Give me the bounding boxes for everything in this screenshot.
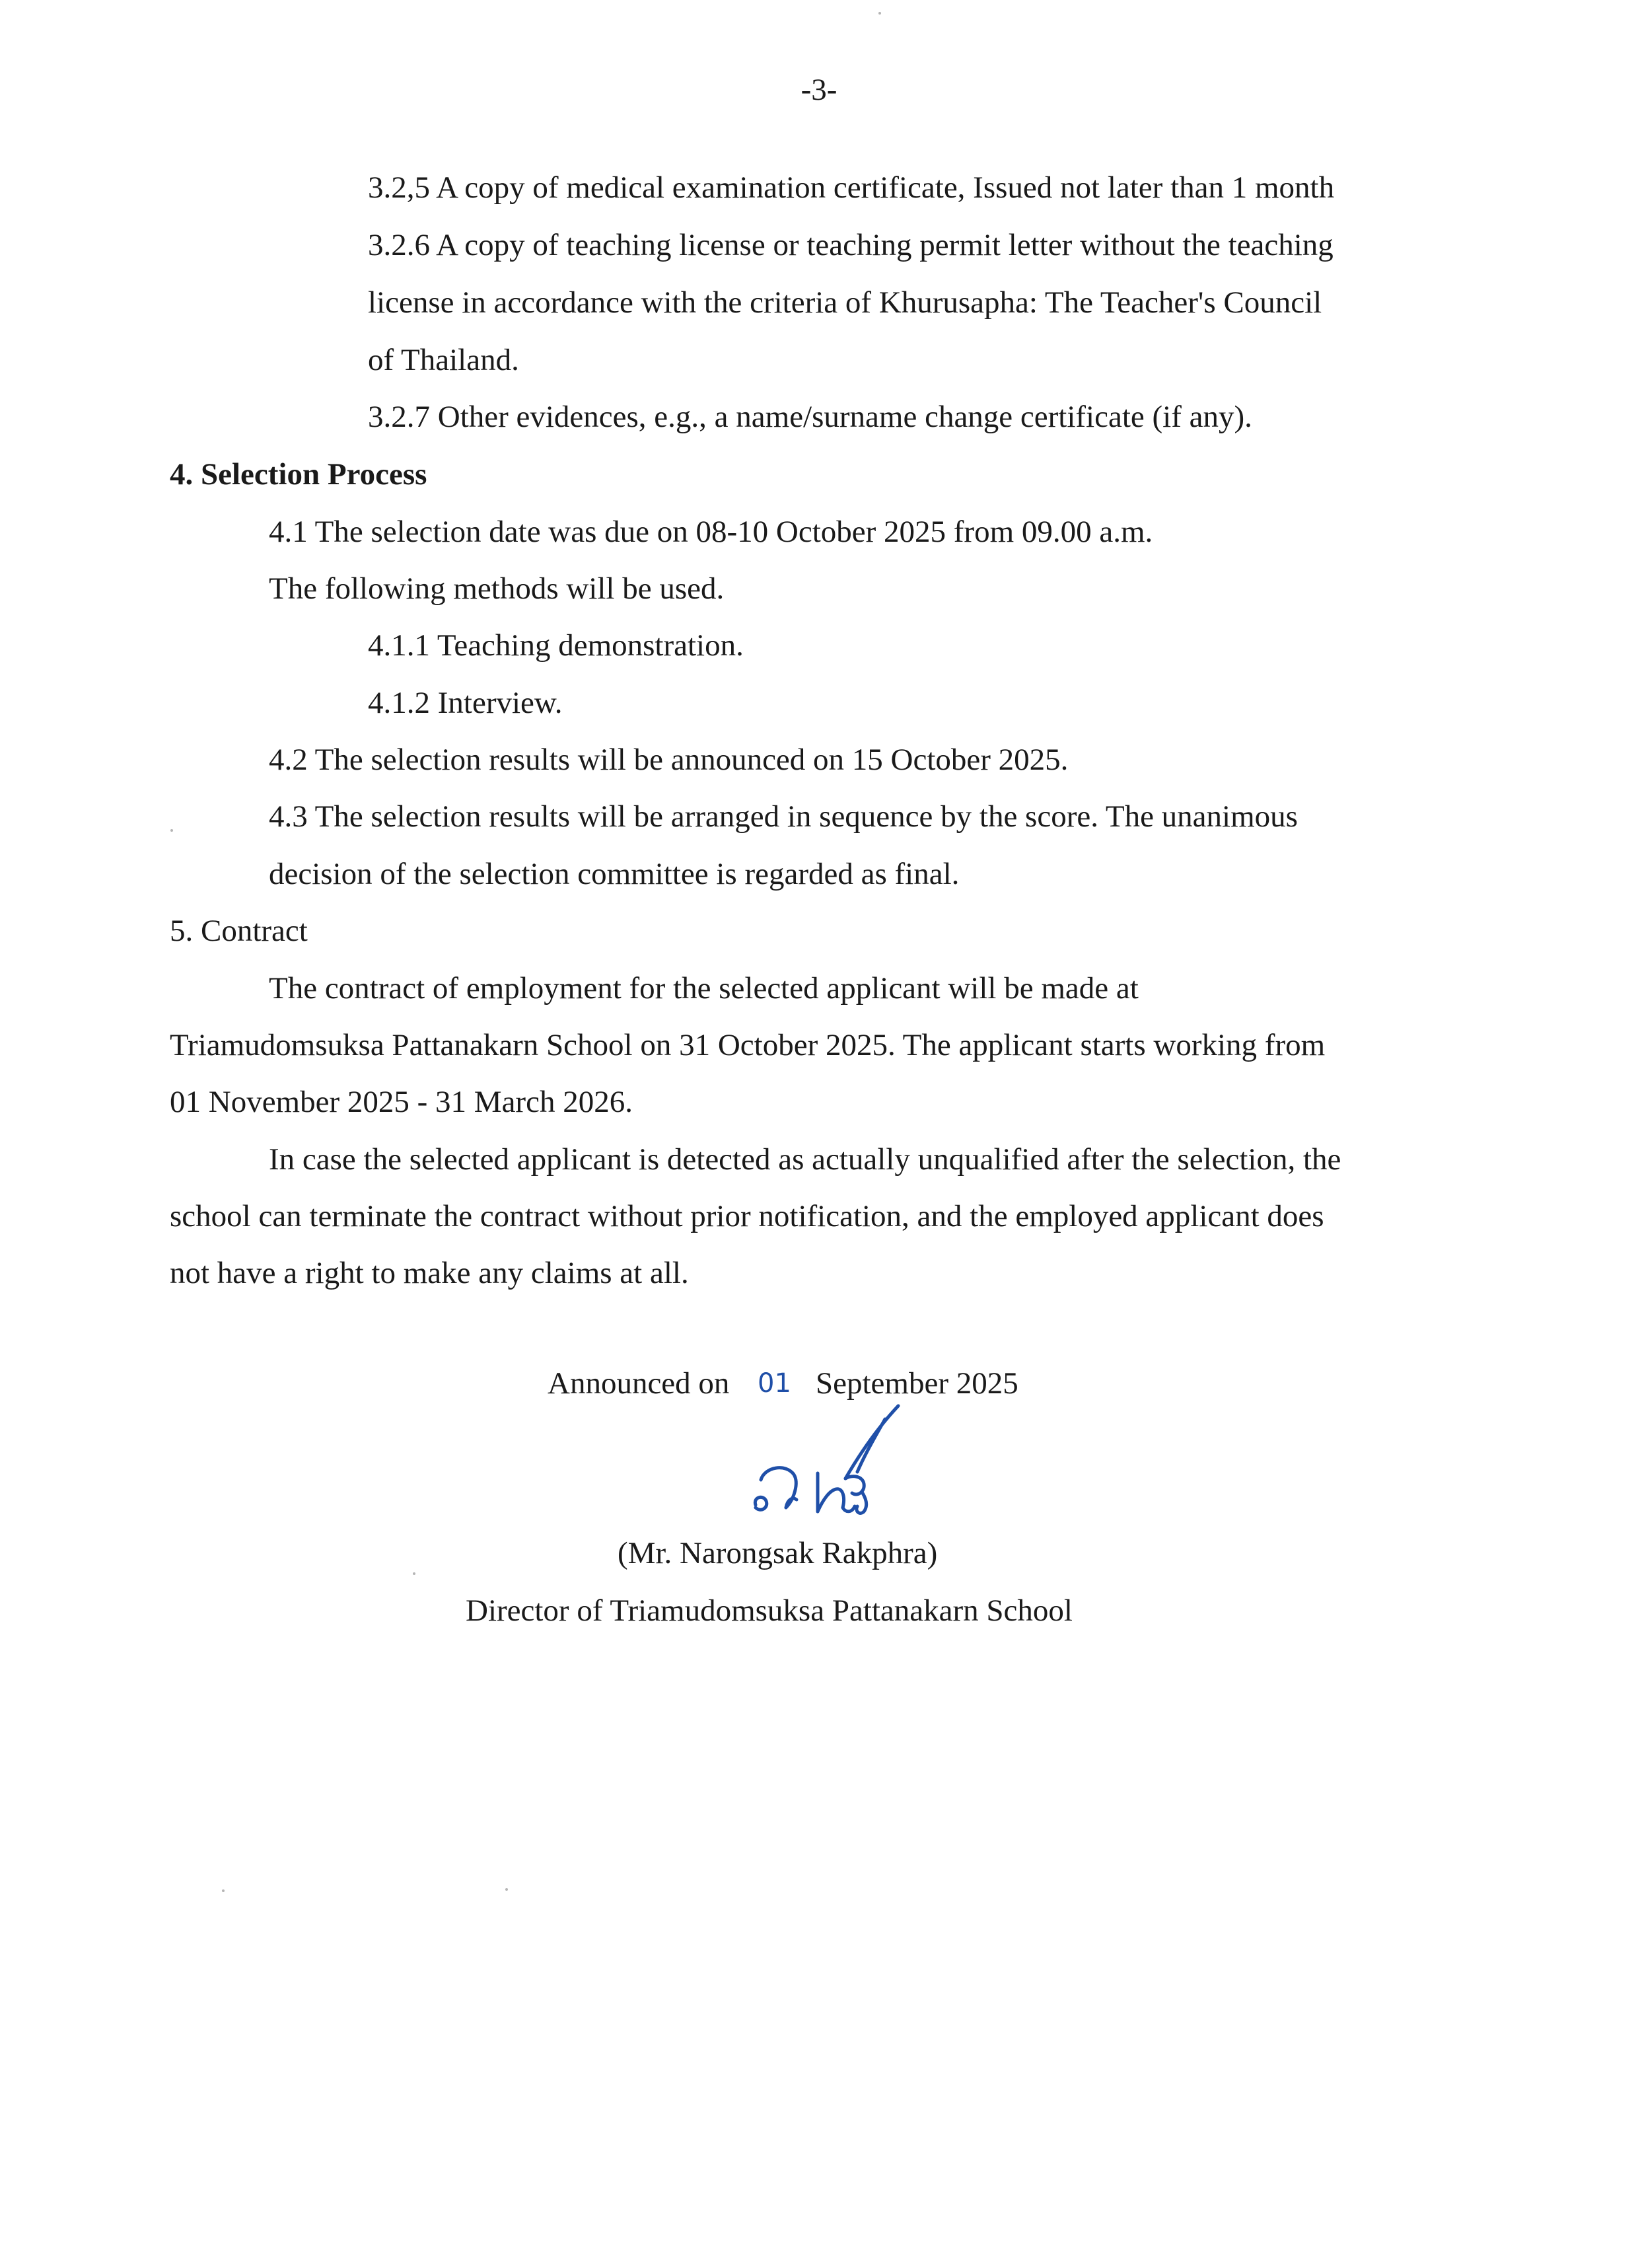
contract-para1-line3: 01 November 2025 - 31 March 2026. [170, 1085, 633, 1119]
announcement-day: 01 [758, 1368, 791, 1399]
announcement-month-year: September 2025 [816, 1366, 1018, 1401]
item-3-2-6-line2: license in accordance with the criteria of Khurusapha: The Teacher's Council [368, 285, 1322, 320]
director-signature [746, 1401, 918, 1526]
item-3-2-6-line1: 3.2.6 A copy of teaching license or teaching permit letter without the teaching [368, 228, 1334, 262]
scan-speck [878, 12, 881, 15]
item-3-2-6-line3: of Thailand. [368, 343, 519, 377]
contract-para2-line1: In case the selected applicant is detected as actually unqualified after the selection, the [269, 1142, 1341, 1177]
page-number: -3- [801, 73, 837, 107]
contract-para1-line1: The contract of employment for the selected applicant will be made at [269, 971, 1139, 1006]
contract-para2-line2: school can terminate the contract without prior notification, and the employed applicant does [170, 1199, 1324, 1233]
item-3-2-7: 3.2.7 Other evidences, e.g., a name/surname change certificate (if any). [368, 400, 1252, 434]
item-3-2-5: 3.2,5 A copy of medical examination certificate, Issued not later than 1 month [368, 170, 1335, 205]
item-4-1: 4.1 The selection date was due on 08-10 October 2025 from 09.00 a.m. [269, 515, 1153, 549]
section-4-heading: 4. Selection Process [170, 457, 427, 492]
signatory-name: (Mr. Narongsak Rakphra) [618, 1536, 938, 1570]
item-4-3-line1: 4.3 The selection results will be arranged in sequence by the score. The unanimous [269, 799, 1298, 834]
scan-speck [505, 1888, 508, 1891]
contract-para2-line3: not have a right to make any claims at all. [170, 1256, 689, 1290]
method-4-1-1: 4.1.1 Teaching demonstration. [368, 628, 744, 663]
methods-intro: The following methods will be used. [269, 571, 725, 606]
announced-on-label: Announced on [548, 1366, 730, 1401]
signatory-title: Director of Triamudomsuksa Pattanakarn School [466, 1593, 1073, 1628]
scan-speck [170, 829, 173, 832]
scan-speck [413, 1572, 415, 1575]
scan-speck [222, 1889, 225, 1892]
contract-para1-line2: Triamudomsuksa Pattanakarn School on 31 October 2025. The applicant starts working from [170, 1028, 1326, 1062]
section-5-heading: 5. Contract [170, 914, 308, 948]
item-4-3-line2: decision of the selection committee is regarded as final. [269, 857, 960, 891]
item-4-2: 4.2 The selection results will be announced on 15 October 2025. [269, 743, 1069, 777]
method-4-1-2: 4.1.2 Interview. [368, 686, 563, 720]
